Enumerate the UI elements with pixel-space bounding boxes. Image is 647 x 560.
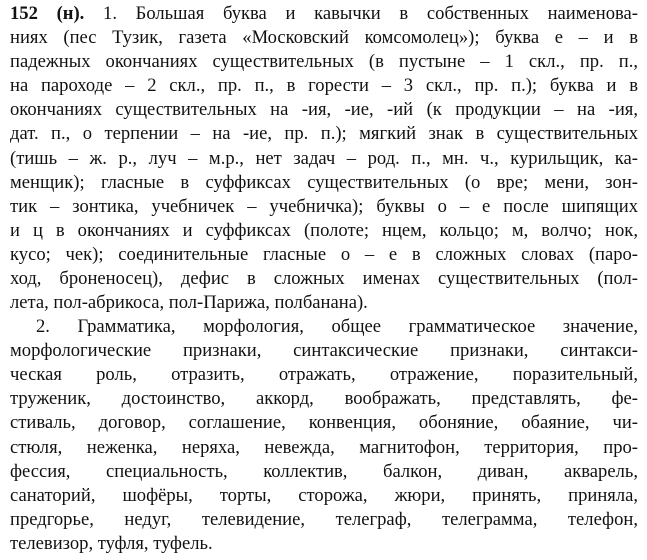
- task1-line-4: на пароходе – 2 скл., пр. п., в горести – 3 скл., пр. п.); буква и в: [10, 75, 638, 97]
- task1-line-2: ниях (пес Тузик, газета «Московский комсомолец»); буква е – и в: [10, 27, 638, 49]
- task2-line-6: стюля, неженка, неряха, невежда, магнитофон, территория, про-: [10, 436, 638, 458]
- task1-line-7: (тишь – ж. р., луч – м.р., нет задач – род. п., мн. ч., курильщик, ка-: [10, 147, 638, 169]
- task2-line-8: санаторий, шофёры, торты, сторожа, жюри, принять, приняла,: [10, 484, 638, 506]
- task2-line-10: телевизор, туфля, туфель.: [10, 532, 213, 554]
- task2-line-3: ческая роль, отразить, отражать, отражение, поразительный,: [10, 364, 638, 386]
- task2-line-4: труженик, достоинство, аккорд, воображать, представлять, фе-: [10, 388, 638, 410]
- task1-line-11: кусо; чек); соединительные гласные о – е в сложных словах (паро-: [10, 243, 638, 265]
- task1-line-9: тик – зонтика, учебничек – учебничка); буквы о – е после шипящих: [10, 195, 638, 217]
- task2-line-9: предгорье, недуг, телевидение, телеграф, телеграмма, телефон,: [10, 508, 638, 530]
- task1-line-12: ход, броненосец), дефис в сложных именах существительных (пол-: [10, 267, 638, 289]
- task1-line-10: и ц в окончаниях и суффиксах (полоте; нцем, кольцо; м, волчо; нок,: [10, 219, 638, 241]
- task2-line-5: стиваль, договор, соглашение, конвенция, обоняние, обаяние, чи-: [10, 412, 638, 434]
- task1-line-6: дат. п., о терпении – на -ие, пр. п.); мягкий знак в существительных: [10, 123, 638, 145]
- exercise-number: 152 (н).: [10, 3, 85, 24]
- task1-line-5: окончаниях существительных на -ия, -ие, -ий (к продукции – на -ия,: [10, 99, 638, 121]
- task1-line-3: падежных окончаниях существительных (в пустыне – 1 скл., пр. п.,: [10, 51, 638, 73]
- task1-line-8: менщик); гласные в суффиксах существительных (о вре; мени, зон-: [10, 171, 638, 193]
- task2-line-2: морфологические признаки, синтаксические признаки, синтакси-: [10, 340, 638, 362]
- task2-line-1: 2. Грамматика, морфология, общее грамматическое значение,: [36, 316, 638, 338]
- task1-line-1-text: 1. Большая буква и кавычки в собственных наименова-: [103, 3, 638, 24]
- task1-line-1: [10, 2, 638, 26]
- task1-line-13: лета, пол-абрикоса, пол-Парижа, полбанана).: [10, 292, 368, 314]
- task2-line-7: фессия, специальность, коллектив, балкон, диван, акварель,: [10, 460, 638, 482]
